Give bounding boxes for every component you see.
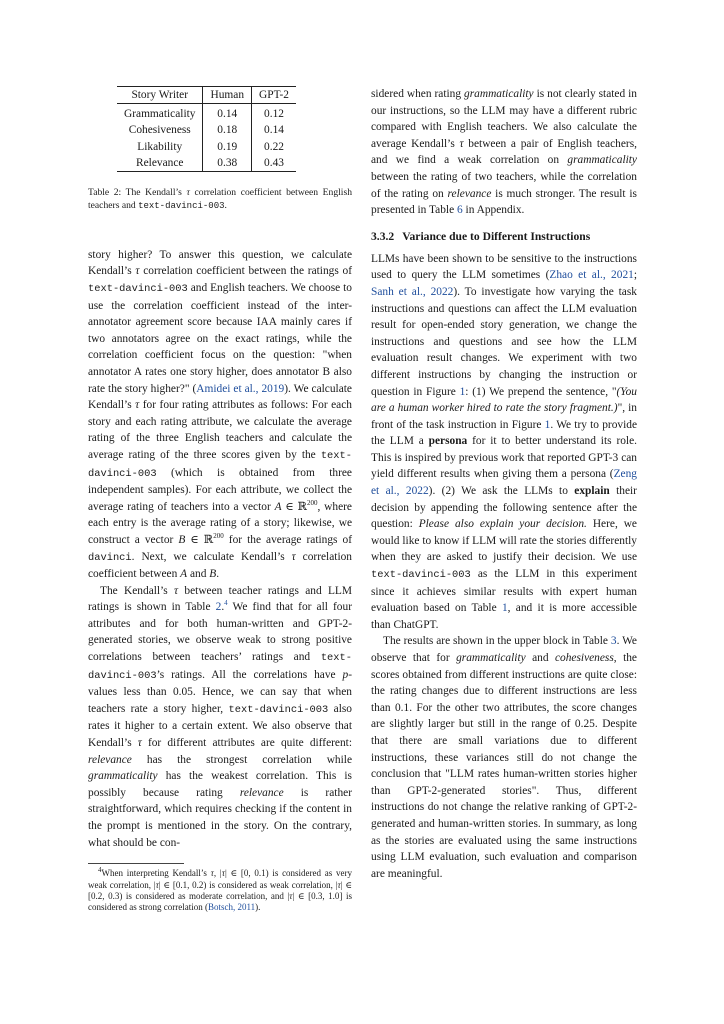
citation-link[interactable]: Zhao et al., 2021	[549, 269, 634, 282]
table-cell: 0.14	[264, 124, 284, 137]
citation-link[interactable]: Sanh et al., 2022	[371, 285, 454, 298]
table-header-cell: Story Writer	[117, 87, 203, 104]
body-paragraph: LLMs have been shown to be sensitive to the instructions used to query the LLM sometimes (Zhao et al., 2021; Sanh et al., 2022). To investigate how varying the task instructions and questions can affect the LLM evaluation result for open-ended story generation, we change the instructions and questions and see how the LLM evaluation result changes. We experiment with two different instructions by changing the instruction or question in Figure 1: (1) We prepend the sentence, "(You are a human worker hired to rate the story fragment.)", in front of the task instruction in Figure 1. We try to provide the LLM a persona for it to better understand its role. This is inspired by previous work that reported GPT-3 can yield different results when giving them a persona (Zeng et al., 2022). (2) We ask the LLMs to explain their decision by appending the following sentence after the question: Please also explain your decision. Here, we would like to know if LLM will rate the stories differently when they are asked to justify their decision. We use text-davinci-003 as the LLM in this experiment since it achieves similar results with expert human evaluation based on Table 1, and it is more accessible than ChatGPT.	[371, 252, 638, 631]
table-cell: Grammaticality	[117, 104, 203, 123]
footnote-marker[interactable]: 4	[224, 599, 228, 608]
table-cell: 0.38	[203, 155, 252, 172]
body-paragraph: The results are shown in the upper block in Table 3. We observe that for grammaticality and cohesiveness, the scores obtained from different instructions are quite close: the rating changes due to different instructions are less than 0.1. For the other two attributes, the score changes are slightly larger but still in the range of 0.25. Despite that there are small variations due to different instructions, these variances still do not change the conclusion that "LLM rates human-written stories higher than GPT-2-generated stories". Thus, different instructions do not change the relative ranking of GPT-2-generated and human-written stories. In summary, as long as the stories are evaluated using the same instructions using LLM evaluation, such evaluation and comparison are meaningful.	[371, 635, 637, 880]
kendall-table	[117, 86, 296, 172]
table-row	[117, 104, 296, 123]
figure-ref-link[interactable]: 1	[544, 418, 551, 431]
table-cell: 0.18	[203, 122, 252, 138]
table-cell: Likability	[117, 139, 203, 155]
table-cell: Relevance	[117, 155, 203, 172]
body-paragraph: sidered when rating grammaticality is not clearly stated in our instructions, so the LLM may have a different rubric compared with English teachers. We also calculate the average Kendall’s τ between a pair of English teachers, and we find a weak correlation on grammaticality between the rating of two teachers, while the correlation of the rating on relevance is much stronger. The result is presented in Table 6 in Appendix.	[371, 88, 637, 217]
table-cell: 0.22	[264, 140, 284, 153]
table-row	[117, 139, 296, 155]
table-cell: 0.19	[203, 139, 252, 155]
citation-link[interactable]: Botsch, 2011	[207, 902, 256, 913]
table-header-cell: GPT-2	[259, 89, 289, 101]
citation-link[interactable]: Zeng et al., 2022	[371, 468, 637, 498]
table-caption: Table 2: The Kendall’s τ correlation coefficient between English teachers and text-davinci-003.	[88, 187, 352, 212]
figure-ref-link[interactable]: 1	[459, 385, 466, 398]
table-header-row	[117, 87, 296, 104]
section-heading: 3.3.2 Variance due to Different Instructions	[371, 229, 591, 243]
footnote: $^4$When interpreting Kendall’s τ, |τ| ∈ [0, 0.1) is considered as very weak correlation, |τ| ∈ [0.1, 0.2) is considered as weak correlation, |τ| ∈ [0.2, 0.3) is considered as moderate correlation, and |τ| ∈ [0.3, 1.0] is considered as strong correlation (Botsch, 2011).	[88, 866, 353, 913]
footnote-divider	[88, 863, 184, 864]
table-cell: 0.14	[203, 104, 252, 123]
right-column	[371, 86, 637, 882]
table-cell: Cohesiveness	[117, 122, 203, 138]
table-header-cell: Human	[203, 87, 252, 104]
table-row	[117, 155, 296, 172]
table-cell: 0.43	[264, 156, 284, 169]
citation-link[interactable]: Amidei et al., 2019	[196, 382, 285, 395]
table-ref-link[interactable]: 6	[456, 204, 463, 217]
table-ref-link[interactable]: 2	[215, 601, 222, 614]
left-column	[88, 86, 352, 914]
table-row	[117, 122, 296, 138]
body-paragraph: story higher? To answer this question, we calculate Kendall’s τ correlation coefficient between the ratings of text-davinci-003 and English teachers. We choose to use the correlation coefficient instead of the inter-annotator agreement score because IAA mainly cares if two annotators agree on the exact ratings, while the correlation coefficient focus on the question: "when annotator A rates one story higher, does annotator B also rate the story higher?" (Amidei et al., 2019). We calculate Kendall’s τ for four rating attributes as follows: For each story and each rating attribute, we calculate the average rating of the three English teachers and calculate the average rating of the three scores given by the text-davinci-003 (which is obtained from three independent samples). For each attribute, we collect the average rating of teachers into a vector A ∈ ℝ$^{200}$, where each entry is the average rating of a story; likewise, we construct a vector B ∈ ℝ$^{200}$ for the average ratings of davinci. Next, we calculate Kendall’s τ correlation coefficient between A and B.	[88, 248, 353, 581]
body-paragraph: The Kendall’s τ between teacher ratings and LLM ratings is shown in Table 2.$^4$ We find that for all four attributes and for both human-written and GPT-2-generated stories, we observe weak to strong positive correlations between teachers’ ratings and text-davinci-003’s ratings. All the correlations have p-values less than 0.05. Hence, we can say that when teachers rate a story higher, text-davinci-003 also rates it higher to a certain extent. We also observe that Kendall’s τ for different attributes are quite different: relevance has the strongest correlation while grammaticality has the weakest correlation. This is possibly because rating relevance is rather straightforward, which requires checking if the content in the prompt is mentioned in the story. On the contrary, what should be con-	[88, 584, 353, 849]
table-cell: 0.12	[264, 108, 284, 121]
table-ref-link[interactable]: 1	[501, 602, 508, 615]
table-ref-link[interactable]: 3	[610, 635, 617, 648]
